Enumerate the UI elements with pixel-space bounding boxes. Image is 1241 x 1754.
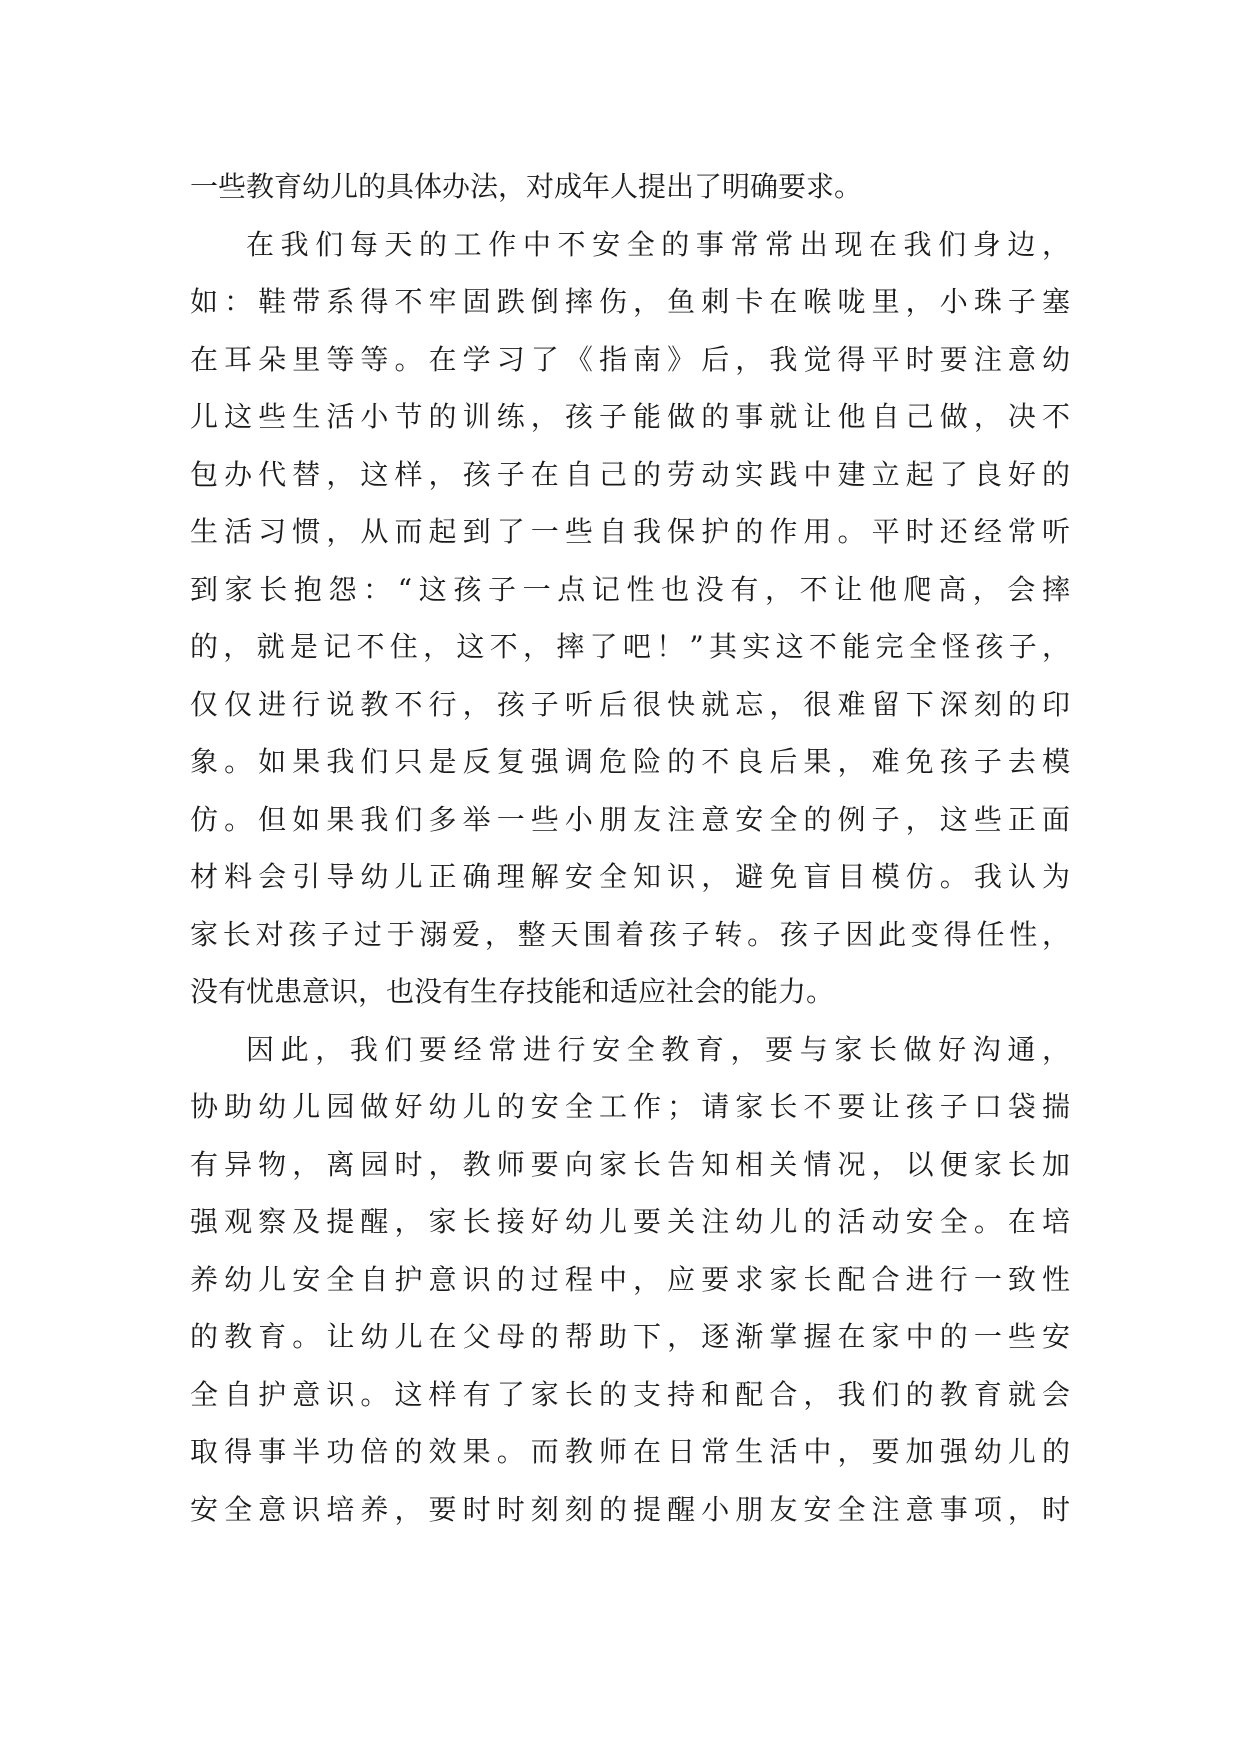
paragraph-line: 儿这些生活小节的训练，孩子能做的事就让他自己做，决不: [190, 400, 1070, 433]
paragraph-line: 在耳朵里等等。在学习了《指南》后，我觉得平时要注意幼: [190, 342, 1070, 376]
paragraph-line: 一些教育幼儿的具体办法，对成年人提出了明确要求。: [190, 170, 863, 203]
paragraph-line: 协助幼儿园做好幼儿的安全工作；请家长不要让孩子口袋揣: [190, 1090, 1070, 1123]
paragraph-line: 在我们每天的工作中不安全的事常常出现在我们身边，: [246, 227, 1070, 261]
paragraph-line: 的教育。让幼儿在父母的帮助下，逐渐掌握在家中的一些安: [190, 1320, 1070, 1353]
paragraph-line: 取得事半功倍的效果。而教师在日常生活中，要加强幼儿的: [190, 1435, 1070, 1468]
paragraph-line: 安全意识培养，要时时刻刻的提醒小朋友安全注意事项，时: [190, 1492, 1070, 1526]
paragraph-line: 仅仅进行说教不行，孩子听后很快就忘，很难留下深刻的印: [190, 687, 1070, 721]
paragraph-line: 因此，我们要经常进行安全教育，要与家长做好沟通，: [246, 1032, 1070, 1066]
paragraph-line: 象。如果我们只是反复强调危险的不良后果，难免孩子去模: [190, 745, 1070, 778]
body-text: [190, 158, 1070, 1538]
paragraph-line: 到家长抱怨：“这孩子一点记性也没有，不让他爬高，会摔: [190, 572, 1070, 606]
paragraph-line: 的，就是记不住，这不，摔了吧！”其实这不能完全怪孩子，: [190, 630, 1070, 663]
paragraph-line: 如：鞋带系得不牢固跌倒摔伤，鱼刺卡在喉咙里，小珠子塞: [190, 285, 1070, 318]
paragraph-line: 有异物，离园时，教师要向家长告知相关情况，以便家长加: [190, 1147, 1070, 1181]
paragraph-line: 全自护意识。这样有了家长的支持和配合，我们的教育就会: [190, 1377, 1070, 1411]
paragraph-line: 包办代替，这样，孩子在自己的劳动实践中建立起了良好的: [190, 457, 1070, 491]
paragraph-line: 生活习惯，从而起到了一些自我保护的作用。平时还经常听: [190, 515, 1070, 548]
paragraph-line: 没有忧患意识，也没有生存技能和适应社会的能力。: [190, 975, 835, 1008]
paragraph-line: 家长对孩子过于溺爱，整天围着孩子转。孩子因此变得任性，: [190, 917, 1070, 951]
paragraph-line: 材料会引导幼儿正确理解安全知识，避免盲目模仿。我认为: [190, 860, 1070, 893]
paragraph-line: 强观察及提醒，家长接好幼儿要关注幼儿的活动安全。在培: [190, 1205, 1070, 1238]
paragraph-line: 养幼儿安全自护意识的过程中，应要求家长配合进行一致性: [190, 1262, 1070, 1296]
paragraph-line: 仿。但如果我们多举一些小朋友注意安全的例子，这些正面: [190, 802, 1070, 836]
